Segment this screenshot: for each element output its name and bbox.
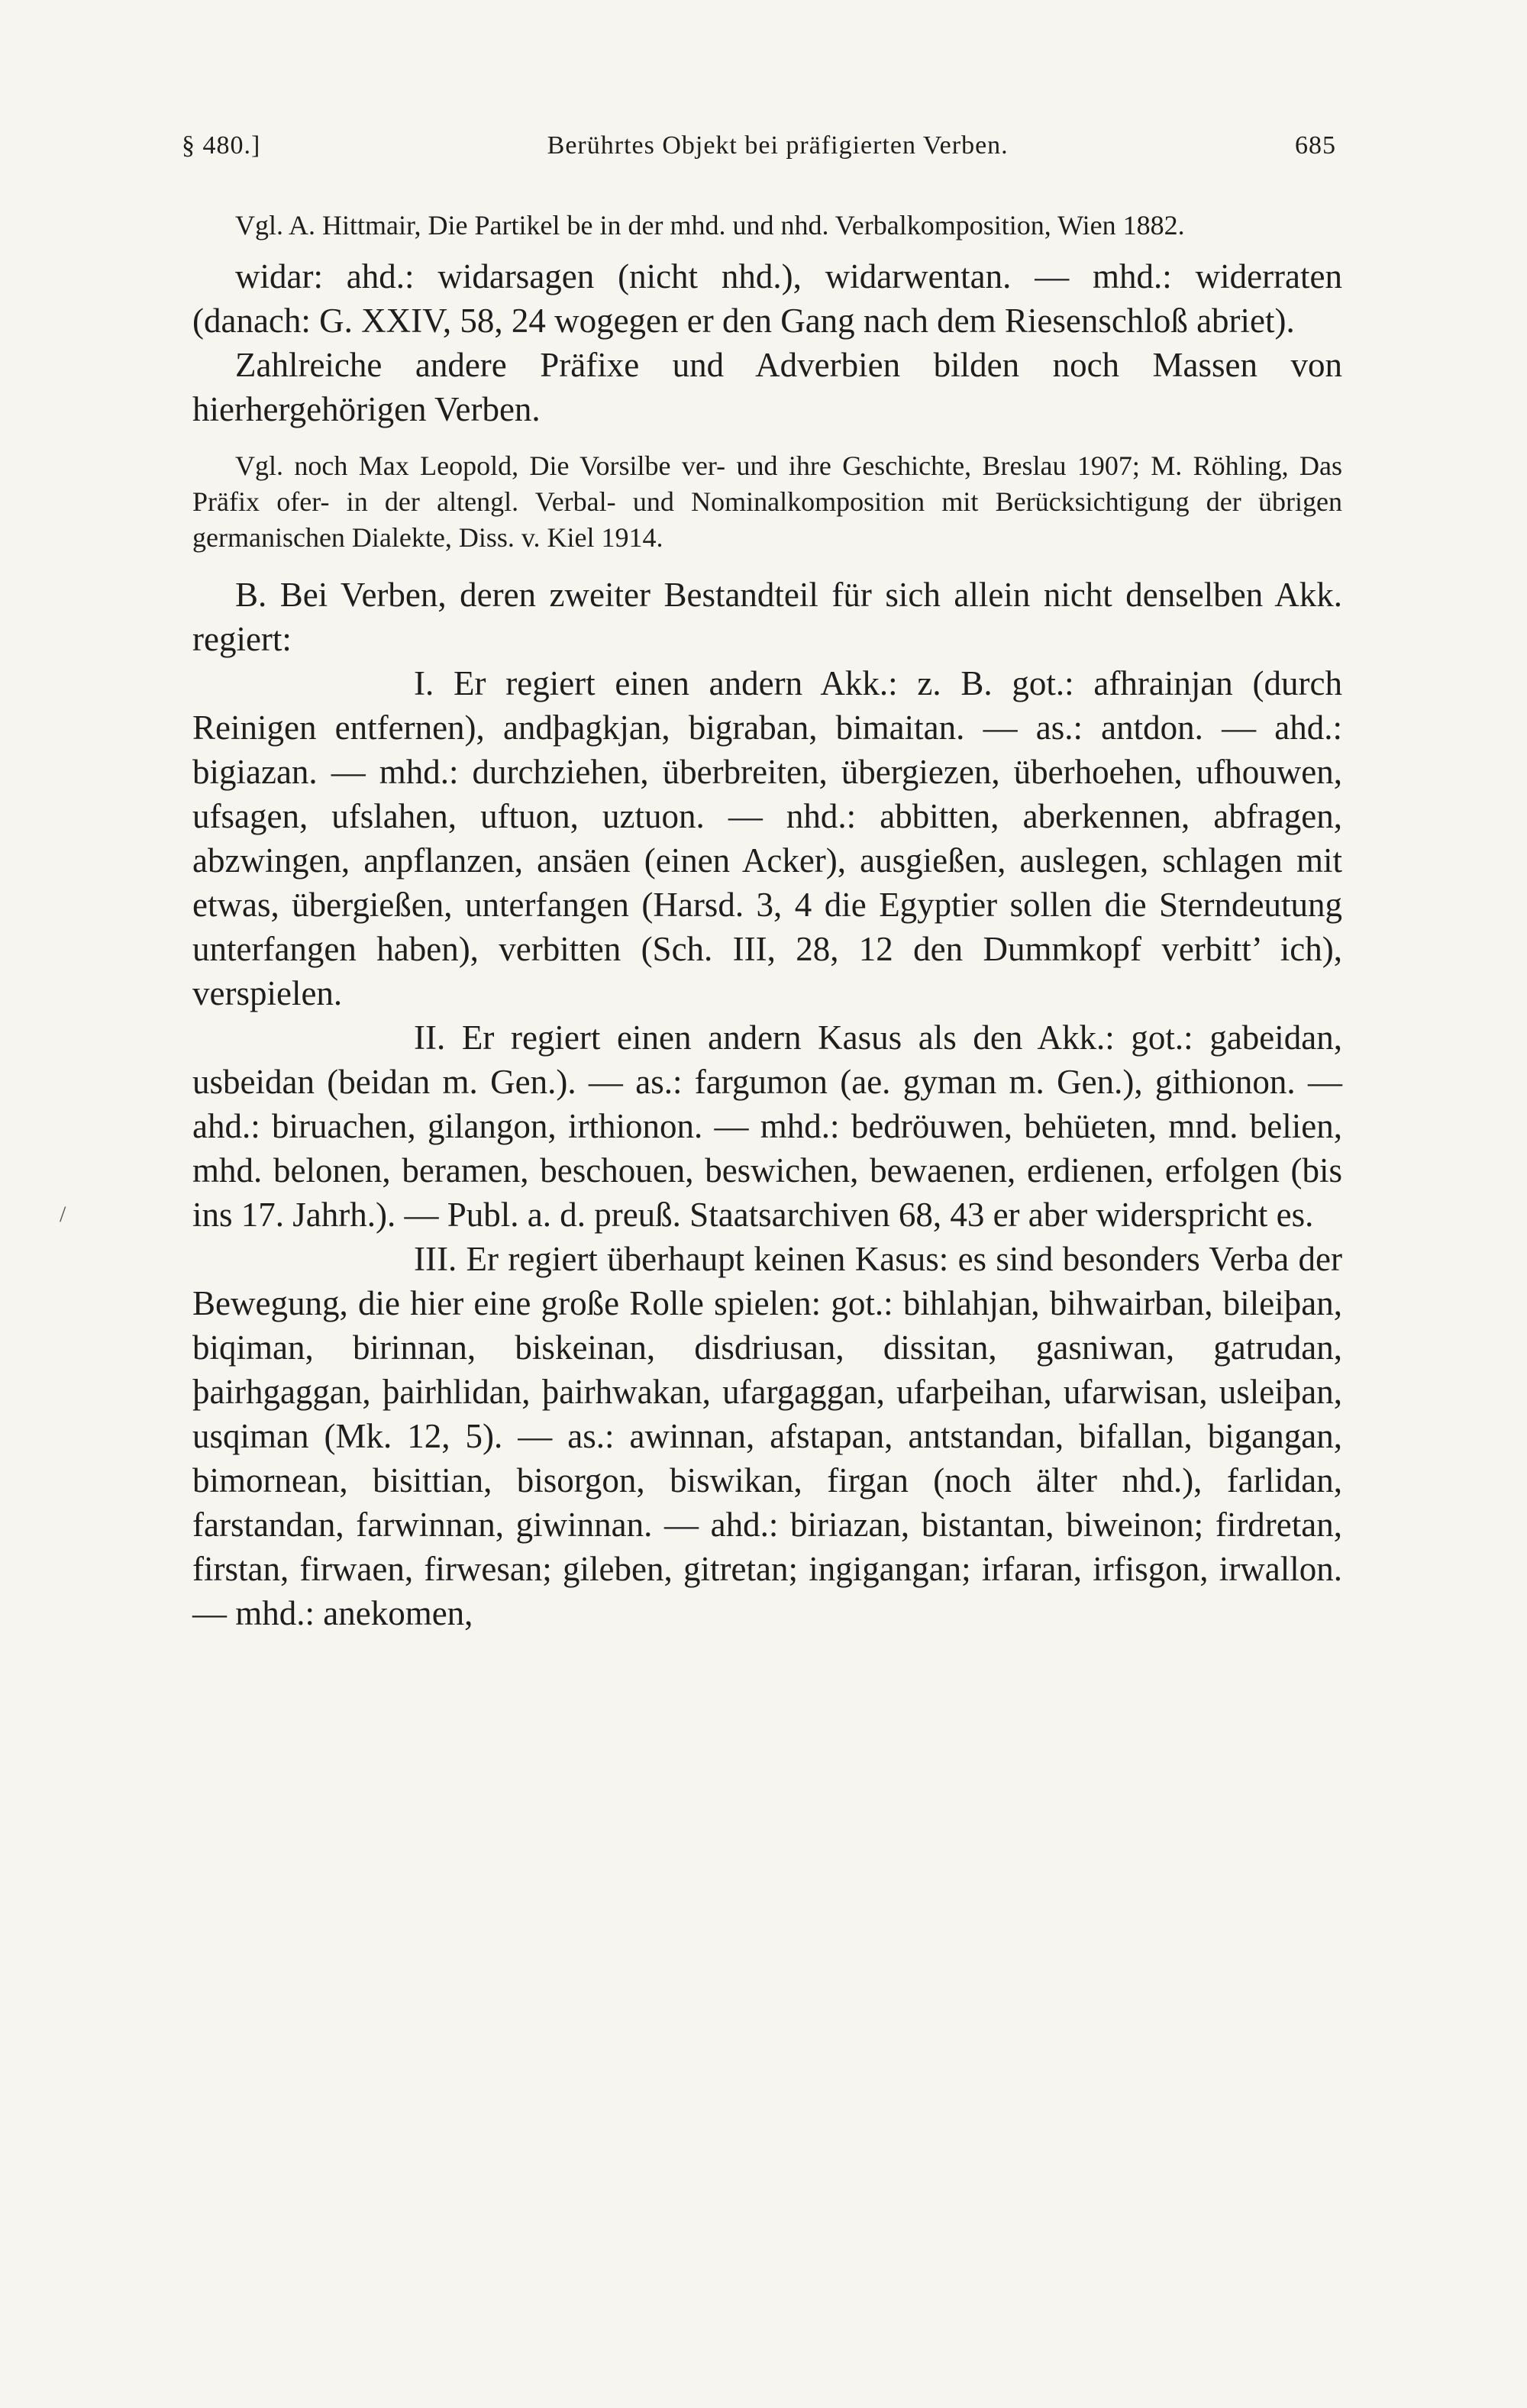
page-number: 685 <box>1295 131 1336 160</box>
margin-mark: / <box>60 1202 66 1227</box>
reference-leopold: Vgl. noch Max Leopold, Die Vorsilbe ver- und ihre Geschichte, Breslau 1907; M. Röhling, Das Präfix ofer- in der altengl. Verbal- und Nominalkomposition mit Berücksichtigung der übrigen germanischen Dialekte, Diss. v. Kiel 1914. <box>192 450 1342 553</box>
running-title: Berührtes Objekt bei präfigierten Verben. <box>547 131 1009 160</box>
paragraph-section-b-iii: III. Er regiert überhaupt keinen Kasus: es sind besonders Verba der Bewegung, die hier eine große Rolle spielen: got.: bihlahjan, bihwairban, bileiþan, biqiman, birinnan, biskeinan, disdriusan, dissitan, gasniwan, gatrudan, þairhgaggan, þairhlidan, þairhwakan, ufargaggan, ufarþeihan, ufarwisan, usleiþan, usqiman (Mk. 12, 5). — as.: awinnan, afstapan, antstandan, bifallan, bigangan, bimornean, bisittian, bisorgon, biswikan, firgan (noch älter nhd.), farlidan, farstandan, farwinnan, giwinnan. — ahd.: biriazan, bistantan, biweinon; firdretan, firstan, firwaen, firwesan; gileben, gitretan; ingigangan; irfaran, irfisgon, irwallon. — mhd.: anekomen, <box>192 1240 1342 1632</box>
running-header <box>182 131 1336 160</box>
body-text <box>192 208 1342 1635</box>
heading-section-b: B. Bei Verben, deren zweiter Bestandteil für sich allein nicht denselben Akk. regiert: <box>192 576 1342 658</box>
paragraph-widar: widar: ahd.: widarsagen (nicht nhd.), widarwentan. — mhd.: widerraten (danach: G. XXIV, 58, 24 wogegen er den Gang nach dem Riesenschloß abriet). <box>192 257 1342 340</box>
paragraph-zahlreiche: Zahlreiche andere Präfixe und Adverbien bilden noch Massen von hierhergehörigen Verben. <box>192 346 1342 428</box>
paragraph-section-b-ii: II. Er regiert einen andern Kasus als den Akk.: got.: gabeidan, usbeidan (beidan m. Gen.). — as.: fargumon (ae. gyman m. Gen.), githionon. — ahd.: biruachen, gilangon, irthionon. — mhd.: bedröuwen, behüeten, mnd. belien, mhd. belonen, beramen, beschouen, beswichen, bewaenen, erdienen, erfolgen (bis ins 17. Jahrh.). — Publ. a. d. preuß. Staatsarchiven 68, 43 er aber widerspricht es. <box>192 1018 1342 1234</box>
paragraph-section-b-i: I. Er regiert einen andern Akk.: z. B. got.: afhrainjan (durch Reinigen entfernen), andþagkjan, bigraban, bimaitan. — as.: antdon. — ahd.: bigiazan. — mhd.: durchziehen, überbreiten, übergiezen, überhoehen, ufhouwen, ufsagen, ufslahen, uftuon, uztuon. — nhd.: abbitten, aberkennen, abfragen, abzwingen, anpflanzen, ansäen (einen Acker), ausgießen, auslegen, schlagen mit etwas, übergießen, unterfangen (Harsd. 3, 4 die Egyptier sollen die Sterndeutung unterfangen haben), verbitten (Sch. III, 28, 12 den Dummkopf verbitt’ ich), verspielen. <box>192 664 1342 1012</box>
section-number: § 480.] <box>182 131 261 160</box>
reference-hittmair: Vgl. A. Hittmair, Die Partikel be in der mhd. und nhd. Verbalkomposition, Wien 1882. <box>235 210 1185 240</box>
